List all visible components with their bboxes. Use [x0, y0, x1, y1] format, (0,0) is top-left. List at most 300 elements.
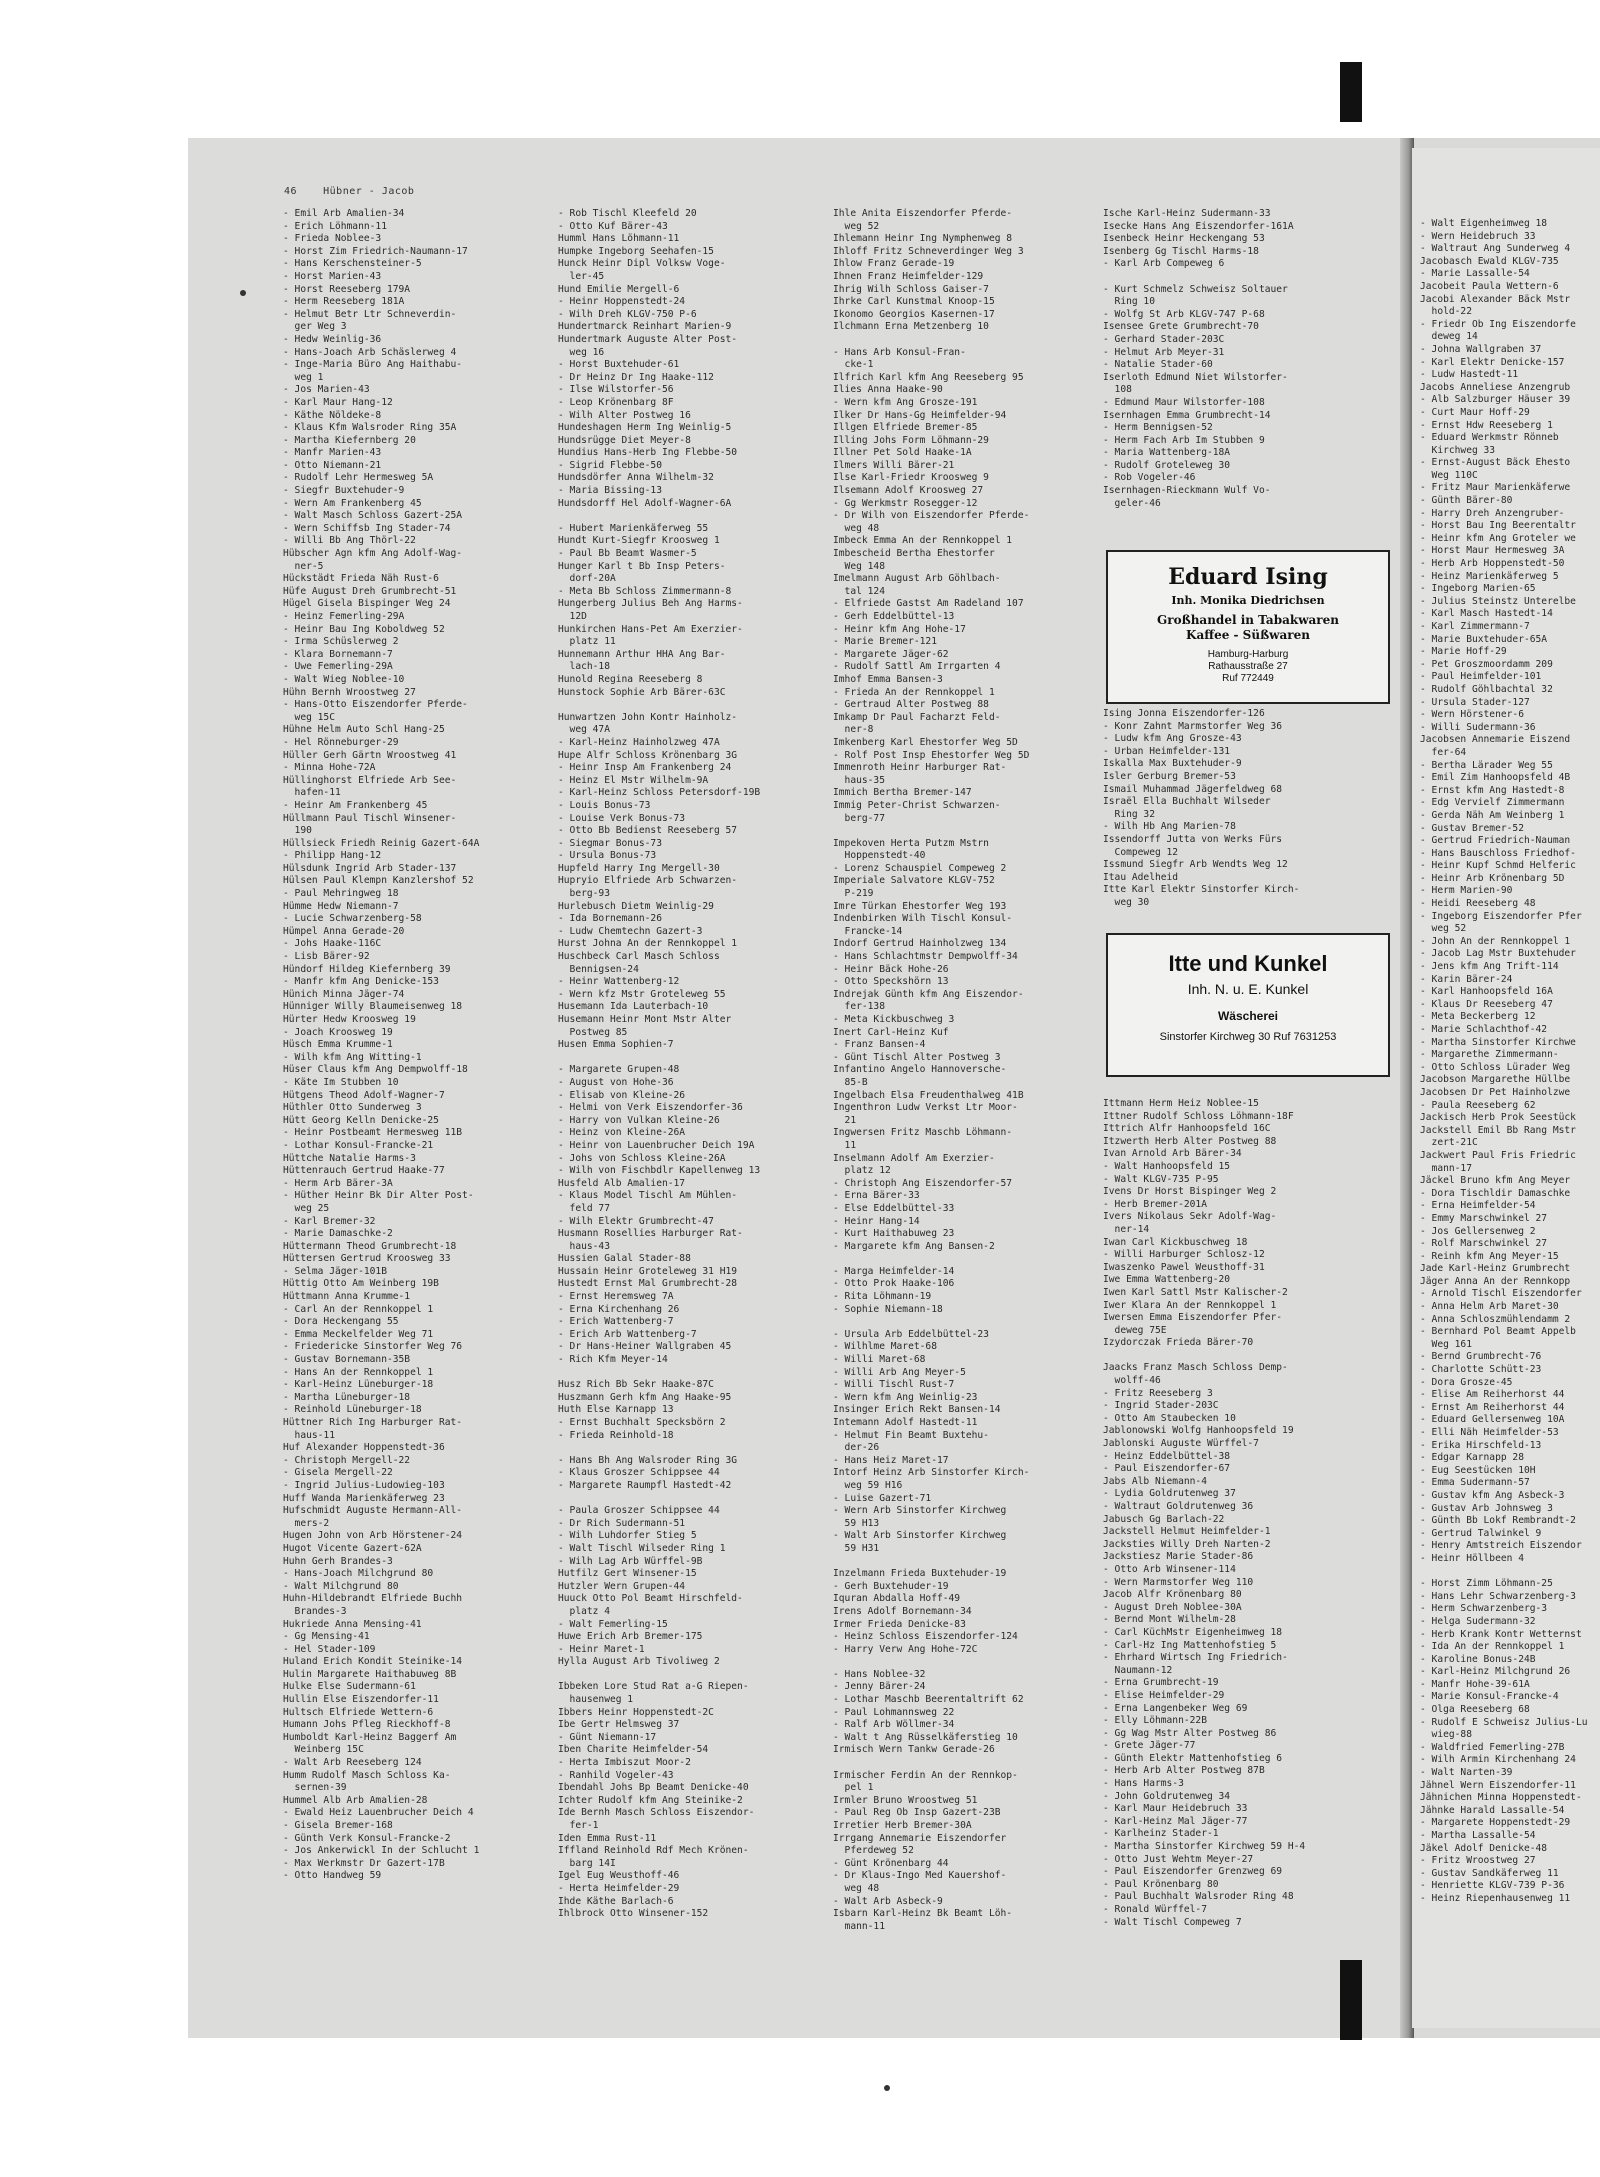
directory-entry: - Jos Gellersenweg 2: [1420, 1225, 1536, 1237]
directory-entry: Izydorczak Frieda Bärer-70: [1103, 1337, 1254, 1349]
directory-entry: - Pet Groszmoordamm 209: [1420, 658, 1553, 670]
directory-entry: - Käthe Nöldeke-8: [283, 409, 382, 421]
directory-entry: Jabs Alb Niemann-4: [1103, 1475, 1207, 1487]
directory-entry: - Heinr Insp Am Frankenberg 24: [558, 762, 732, 774]
directory-entry: Hunck Heinr Dipl Volksw Voge-: [558, 258, 726, 270]
directory-entry: Ilmers Willi Bärer-21: [833, 459, 955, 471]
directory-entry: - Frieda Noblee-3: [283, 233, 382, 245]
directory-entry: - Fritz Maur Marienkäferwe: [1420, 482, 1571, 494]
directory-entry: der-26: [833, 1442, 880, 1454]
directory-entry: Imkenberg Karl Ehestorfer Weg 5D: [833, 736, 1018, 748]
directory-entry: Hünniger Willy Blaumeisenweg 18: [283, 1001, 463, 1013]
directory-entry: Weg 148: [833, 560, 885, 572]
directory-entry: - Willi Maret-68: [833, 1354, 926, 1366]
directory-entry: - Elfriede Gastst Am Radeland 107: [833, 598, 1024, 610]
directory-entry: Brandes-3: [283, 1605, 347, 1617]
directory-entry: Ilchmann Erna Metzenberg 10: [833, 321, 989, 333]
directory-entry: mers-2: [283, 1517, 330, 1529]
directory-entry: Ring 10: [1103, 296, 1155, 308]
directory-entry: Israël Ella Buchhalt Wilseder: [1103, 796, 1271, 808]
directory-entry: - Rudolf Göhlbachtal 32: [1420, 683, 1553, 695]
directory-entry: - Ingrid Stader-203C: [1103, 1400, 1219, 1412]
directory-entry: deweg 14: [1420, 331, 1478, 343]
directory-entry: - Ursula Stader-127: [1420, 696, 1530, 708]
directory-entry: Hullin Else Eiszendorfer-11: [283, 1694, 439, 1706]
directory-entry: - Fritz Reeseberg 3: [1103, 1387, 1213, 1399]
directory-entry: - Gustav kfm Ang Asbeck-3: [1420, 1489, 1565, 1501]
directory-entry: - Ernst Heremsweg 7A: [558, 1291, 674, 1303]
directory-entry: - Wern Arb Sinstorfer Kirchweg: [833, 1505, 1007, 1517]
directory-entry: zert-21C: [1420, 1137, 1478, 1149]
directory-entry: - Martha Kiefernberg 20: [283, 434, 416, 446]
directory-entry: - Margarethe Zimmermann-: [1420, 1049, 1559, 1061]
directory-entry: - Walt Tischl Compeweg 7: [1103, 1916, 1242, 1928]
directory-entry: - Klaus Model Tischl Am Mühlen-: [558, 1190, 738, 1202]
directory-entry: 190: [283, 825, 312, 837]
directory-entry: Intemann Adolf Hastedt-11: [833, 1417, 978, 1428]
directory-entry: Irrgang Annemarie Eiszendorfer: [833, 1832, 1007, 1844]
directory-entry: - Heinz El Mstr Wilhelm-9A: [558, 774, 709, 786]
directory-entry: - Ingeborg Eiszendorfer Pfer: [1420, 910, 1582, 922]
directory-entry: - Horst Bau Ing Beerentaltr: [1420, 520, 1576, 532]
directory-entry: - Wern Am Frankenberg 45: [283, 497, 422, 509]
directory-entry: - Otto Just Wehtm Meyer-27: [1103, 1853, 1254, 1865]
directory-entry: - Konr Zahnt Marmstorfer Weg 36: [1103, 720, 1283, 732]
directory-entry: Indenbirken Wilh Tischl Konsul-: [833, 913, 1013, 925]
directory-entry: Hummel Alb Arb Amalien-28: [283, 1794, 428, 1806]
directory-entry: Hüttche Natalie Harms-3: [283, 1152, 416, 1164]
directory-entry: 85-B: [833, 1076, 868, 1088]
directory-entry: Bennigsen-24: [558, 963, 639, 975]
directory-entry: - Karl Maur Heidebruch 33: [1103, 1803, 1248, 1815]
directory-entry: - Manfr Hohe-39-61A: [1420, 1678, 1530, 1690]
directory-entry: - Eduard Gellersenweg 10A: [1420, 1414, 1565, 1426]
directory-entry: - Harry Dreh Anzengruber-: [1420, 507, 1565, 519]
directory-entry: - Ernst Am Reiherhorst 44: [1420, 1401, 1565, 1413]
directory-entry: - Charlotte Schütt-23: [1420, 1364, 1542, 1376]
directory-entry: - Walt KLGV-735 P-95: [1103, 1173, 1219, 1185]
directory-entry: - Herb Arb Alter Postweg 87B: [1103, 1765, 1265, 1777]
directory-entry: Ihnen Franz Heimfelder-129: [833, 270, 984, 282]
directory-entry: - Martha Sinstorfer Kirchwe: [1420, 1036, 1576, 1048]
directory-entry: Ising Jonna Eiszendorfer-126: [1103, 708, 1265, 719]
directory-entry: Jähnke Harald Lassalle-54: [1420, 1804, 1565, 1816]
directory-entry: weg 52: [833, 220, 880, 232]
directory-entry: - Heinr Arb Krönenbarg 5D: [1420, 872, 1565, 884]
directory-entry: Ilies Anna Haake-90: [833, 384, 943, 396]
directory-entry: - Heinr Bäck Hohe-26: [833, 963, 949, 975]
directory-entry: Jacob Alfr Krönenbarg 80: [1103, 1589, 1242, 1601]
directory-entry: - Lisb Bärer-92: [283, 951, 370, 963]
directory-entry: - Günt Niemann-17: [558, 1731, 657, 1743]
directory-entry: - Marie Damaschke-2: [283, 1228, 393, 1240]
directory-entry: [833, 334, 1081, 347]
directory-entry: - Martha Lüneburger-18: [283, 1391, 411, 1403]
directory-entry: Hüllinghorst Elfriede Arb See-: [283, 774, 457, 786]
directory-entry: - Wilh Hb Ang Marien-78: [1103, 821, 1236, 833]
directory-entry: - Friedr Ob Ing Eiszendorfe: [1420, 318, 1576, 330]
directory-entry: Hügel Gisela Bispinger Weg 24: [283, 598, 451, 610]
directory-entry: Ibbers Heinr Hoppenstedt-2C: [558, 1706, 714, 1718]
directory-entry: - Frieda An der Rennkoppel 1: [833, 686, 995, 698]
directory-entry: - Fritz Wroostweg 27: [1420, 1855, 1536, 1867]
directory-entry: Hülsen Paul Klempn Kanzlershof 52: [283, 875, 474, 887]
directory-entry: - Henry Amtstreich Eiszendor: [1420, 1540, 1582, 1552]
directory-entry: - Waldfried Femerling-27B: [1420, 1741, 1565, 1753]
directory-column-5: [1420, 218, 1600, 1906]
directory-entry: - Rudolf E Schweisz Julius-Lu: [1420, 1716, 1588, 1728]
advert-itte-trade: Wäscherei: [1217, 1009, 1279, 1023]
directory-entry: Isbarn Karl-Heinz Bk Beamt Löh-: [833, 1908, 1013, 1920]
directory-entry: - Joach Kroosweg 19: [283, 1026, 393, 1038]
directory-entry: Hunold Regina Reeseberg 8: [558, 673, 703, 685]
directory-entry: - John Goldrutenweg 34: [1103, 1790, 1231, 1802]
directory-entry: Illing Johs Form Löhmann-29: [833, 434, 989, 446]
directory-column-3: [833, 208, 1081, 1933]
directory-entry: - Herb Bremer-201A: [1103, 1198, 1207, 1210]
directory-entry: - Klaus Dr Reeseberg 47: [1420, 998, 1553, 1010]
directory-entry: - Wilh Elektr Grumbrecht-47: [558, 1215, 714, 1227]
directory-entry: - Jos Marien-43: [283, 384, 370, 396]
directory-entry: - Dora Tischldir Damaschke: [1420, 1187, 1571, 1199]
directory-entry: - Julius Steinstz Unterelbe: [1420, 595, 1576, 607]
directory-entry: Jacobsen Annemarie Eiszend: [1420, 734, 1571, 746]
directory-entry: fer-138: [833, 1001, 885, 1013]
directory-entry: Irmer Frieda Denicke-83: [833, 1618, 966, 1630]
directory-entry: weg 52: [1420, 923, 1467, 935]
directory-entry: Francke-14: [833, 925, 903, 937]
directory-entry: - Gerh Buxtehuder-19: [833, 1580, 949, 1592]
binding-clip-top: [1340, 62, 1362, 122]
directory-entry: - Walt Femerling-15: [558, 1618, 668, 1630]
directory-entry: - Bernd Grumbrecht-76: [1420, 1351, 1542, 1363]
advert-itte-name: Itte und Kunkel: [1168, 951, 1328, 976]
directory-entry: - Irma Schüslerweg 2: [283, 636, 399, 648]
directory-column-4a: [1103, 208, 1351, 510]
directory-entry: - Ernst kfm Ang Hastedt-8: [1420, 784, 1565, 796]
directory-entry: - Henriette KLGV-739 P-36: [1420, 1880, 1565, 1892]
directory-entry: - Emil Zim Hanhoopsfeld 4B: [1420, 772, 1571, 784]
directory-entry: - Herta Heimfelder-29: [558, 1882, 680, 1894]
directory-entry: - Marie Hoff-29: [1420, 646, 1507, 658]
directory-entry: dorf-20A: [558, 573, 616, 585]
directory-entry: Weg 161: [1420, 1338, 1472, 1350]
directory-entry: - Wern Heidebruch 33: [1420, 230, 1536, 242]
directory-entry: Isecke Hans Ang Eiszendorfer-161A: [1103, 220, 1294, 232]
directory-entry: - Reinhold Lüneburger-18: [283, 1404, 422, 1416]
directory-entry: - Walt Eigenheimweg 18: [1420, 218, 1548, 229]
directory-entry: - Emma Sudermann-57: [1420, 1477, 1530, 1489]
directory-entry: Ihlbrock Otto Winsener-152: [558, 1908, 709, 1920]
directory-entry: Igel Eug Weusthoff-46: [558, 1870, 680, 1882]
directory-entry: - Helga Sudermann-32: [1420, 1615, 1536, 1627]
directory-entry: Iskalla Max Buxtehuder-9: [1103, 758, 1242, 770]
directory-entry: 59 H31: [833, 1542, 880, 1554]
directory-entry: - Maria Wattenberg-18A: [1103, 447, 1231, 459]
directory-entry: Jacobson Margarethe Hüllbe: [1420, 1074, 1571, 1086]
directory-entry: - Wern Hörstener-6: [1420, 709, 1524, 721]
directory-entry: Indrejak Günth kfm Ang Eiszendor-: [833, 988, 1024, 1000]
directory-entry: - Martha Sinstorfer Kirchweg 59 H-4: [1103, 1841, 1306, 1853]
directory-entry: - Kurt Haithabuweg 23: [833, 1228, 955, 1240]
directory-entry: Jackwert Paul Fris Friedric: [1420, 1149, 1576, 1161]
directory-entry: - Marie Bremer-121: [833, 636, 937, 648]
directory-entry: - Gisela Bremer-168: [283, 1820, 393, 1831]
directory-entry: - Carl An der Rennkoppel 1: [283, 1303, 434, 1315]
directory-entry: Imperiale Salvatore KLGV-752: [833, 875, 995, 887]
directory-entry: - Gerhard Stader-203C: [1103, 333, 1225, 345]
directory-entry: Ilfrich Karl kfm Ang Reeseberg 95: [833, 371, 1024, 383]
directory-entry: Jacobeit Paula Wettern-6: [1420, 280, 1559, 292]
directory-entry: - Wern Schiffsb Ing Stader-74: [283, 522, 451, 534]
directory-entry: - Gertraud Alter Postweg 88: [833, 699, 989, 711]
directory-entry: - Carl-Hz Ing Mattenhofstieg 5: [1103, 1639, 1277, 1651]
directory-entry: - Hans Bauschloss Friedhof-: [1420, 847, 1576, 859]
directory-entry: - Paula Reeseberg 62: [1420, 1099, 1536, 1111]
directory-entry: barg 14I: [558, 1857, 616, 1869]
directory-entry: - Karl Zimmermann-7: [1420, 621, 1530, 632]
directory-entry: haus-35: [833, 774, 885, 786]
directory-entry: - Jenny Bärer-24: [833, 1681, 926, 1693]
directory-entry: 108: [1103, 384, 1132, 396]
directory-entry: - Erich Arb Wattenberg-7: [558, 1328, 697, 1340]
directory-entry: Ihlow Franz Gerade-19: [833, 258, 955, 270]
directory-entry: - Ludw Chemtechn Gazert-3: [558, 925, 703, 937]
directory-entry: - Gg Wag Mstr Alter Postweg 86: [1103, 1727, 1277, 1739]
directory-entry: - Dr Rich Sudermann-51: [558, 1517, 686, 1529]
directory-entry: Compeweg 12: [1103, 846, 1179, 858]
directory-entry: - Paul Krönenbarg 80: [1103, 1878, 1219, 1890]
directory-entry: - Karl Bremer-32: [283, 1215, 376, 1227]
directory-entry: - Karoline Bonus-24B: [1420, 1653, 1536, 1665]
directory-entry: - Herm Fach Arb Im Stubben 9: [1103, 434, 1265, 446]
directory-entry: pel 1: [833, 1782, 874, 1794]
directory-entry: Ingenthron Ludw Verkst Ltr Moor-: [833, 1102, 1018, 1114]
directory-entry: - Margarete Hoppenstedt-29: [1420, 1817, 1571, 1829]
directory-entry: - Lothar Konsul-Francke-21: [283, 1139, 434, 1151]
directory-entry: - Lorenz Schauspiel Compeweg 2: [833, 862, 1007, 874]
directory-entry: [833, 825, 1081, 838]
directory-entry: - Ernst Hdw Reeseberg 1: [1420, 419, 1553, 431]
directory-entry: - Willi Bb Ang Thörl-22: [283, 535, 416, 547]
directory-entry: - Wilh Armin Kirchenhang 24: [1420, 1754, 1576, 1766]
directory-entry: - Martha Lassalle-54: [1420, 1830, 1536, 1841]
directory-entry: Huff Wanda Marienkäferweg 23: [283, 1492, 445, 1504]
directory-entry: - Ranhild Vogeler-43: [558, 1769, 674, 1781]
directory-entry: Ihrke Carl Kunstmal Knoop-15: [833, 296, 995, 308]
directory-entry: Hühn Bernh Wroostweg 27: [283, 686, 416, 698]
directory-entry: Jacksties Willy Dreh Narten-2: [1103, 1538, 1271, 1550]
directory-entry: [833, 1556, 1081, 1569]
directory-entry: - Otto Prok Haake-106: [833, 1278, 955, 1290]
directory-entry: - Hubert Marienkäferweg 55: [558, 522, 709, 534]
directory-entry: - Leop Krönenbarg 8F: [558, 396, 674, 408]
directory-entry: Jackstiesz Marie Stader-86: [1103, 1551, 1254, 1563]
directory-entry: - Dr Wilh von Eiszendorfer Pferde-: [833, 510, 1030, 522]
directory-entry: - Margarete kfm Ang Bansen-2: [833, 1240, 995, 1252]
directory-entry: cke-1: [833, 359, 874, 371]
directory-entry: - Marie Buxtehuder-65A: [1420, 633, 1548, 645]
directory-entry: - Margarete Raumpfl Hastedt-42: [558, 1479, 732, 1491]
directory-entry: hafen-11: [283, 787, 341, 799]
directory-entry: sernen-39: [283, 1782, 347, 1794]
directory-entry: Hutfilz Gert Winsener-15: [558, 1568, 697, 1580]
directory-entry: - Johna Wallgraben 37: [1420, 343, 1542, 355]
directory-entry: - Heinr Postbeamt Hermesweg 11B: [283, 1127, 463, 1139]
directory-entry: Jade Karl-Heinz Grumbrecht: [1420, 1263, 1571, 1275]
directory-entry: tal 124: [833, 585, 885, 597]
directory-entry: - Anna Schloszmühlendamm 2: [1420, 1313, 1571, 1325]
directory-entry: [833, 1316, 1081, 1329]
directory-entry: Irmler Bruno Wroostweg 51: [833, 1794, 978, 1806]
directory-entry: Jacobs Anneliese Anzengrub: [1420, 381, 1571, 393]
directory-entry: - Eug Seestücken 10H: [1420, 1464, 1536, 1476]
directory-entry: - Heinz Eddelbüttel-38: [1103, 1450, 1231, 1462]
directory-entry: - Paul Eiszendorfer Grenzweg 69: [1103, 1866, 1283, 1878]
directory-entry: Hulin Margarete Haithabuweg 8B: [283, 1668, 457, 1680]
directory-entry: Hugen John von Arb Hörstener-24: [283, 1530, 463, 1542]
directory-entry: Hukriede Anna Mensing-41: [283, 1618, 422, 1630]
directory-entry: - Ida Bornemann-26: [558, 913, 662, 925]
directory-entry: Hussien Galal Stader-88: [558, 1253, 691, 1265]
directory-entry: - Heinr von Lauenbrucher Deich 19A: [558, 1139, 755, 1151]
directory-entry: - Manfr Marien-43: [283, 447, 382, 459]
directory-entry: - Frieda Reinhold-18: [558, 1429, 674, 1441]
directory-entry: [558, 510, 806, 523]
directory-entry: - Bernhard Pol Beamt Appelb: [1420, 1326, 1576, 1338]
directory-entry: - Heinz Femerling-29A: [283, 611, 405, 622]
directory-entry: - Else Eddelbüttel-33: [833, 1202, 955, 1214]
directory-entry: Ische Karl-Heinz Sudermann-33: [1103, 208, 1271, 219]
directory-entry: Hundsdörfer Anna Wilhelm-32: [558, 472, 714, 484]
directory-entry: - Günth Bb Lokf Rembrandt-2: [1420, 1515, 1576, 1527]
directory-entry: Iwaszenko Pawel Weusthoff-31: [1103, 1261, 1265, 1273]
directory-entry: [1103, 1350, 1351, 1363]
directory-entry: - Paul Lohmannsweg 22: [833, 1706, 955, 1718]
directory-entry: - Wilh Lag Arb Würffel-9B: [558, 1555, 703, 1567]
advert-ising-city: Hamburg-Harburg: [1207, 649, 1289, 660]
directory-entry: - Lucie Schwarzenberg-58: [283, 913, 422, 925]
directory-entry: - Meta Beckerberg 12: [1420, 1011, 1536, 1023]
directory-entry: Isensee Grete Grumbrecht-70: [1103, 321, 1259, 333]
directory-entry: Hüttermann Theod Grumbrecht-18: [283, 1240, 457, 1252]
directory-entry: fer-64: [1420, 746, 1467, 758]
directory-entry: - Emil Arb Amalien-34: [283, 208, 405, 219]
directory-entry: - Heidi Reeseberg 48: [1420, 898, 1536, 910]
directory-entry: Ring 32: [1103, 808, 1155, 820]
directory-entry: - Selma Jäger-101B: [283, 1265, 387, 1277]
directory-entry: Inzelmann Frieda Buxtehuder-19: [833, 1568, 1007, 1580]
directory-entry: Hüller Gerh Gärtn Wroostweg 41: [283, 749, 457, 761]
directory-entry: Iserloth Edmund Niet Wilstorfer-: [1103, 371, 1288, 383]
directory-entry: Issmund Siegfr Arb Wendts Weg 12: [1103, 859, 1288, 871]
directory-entry: Intorf Heinz Arb Sinstorfer Kirch-: [833, 1467, 1030, 1479]
directory-entry: Jabusch Gg Barlach-22: [1103, 1513, 1225, 1525]
directory-entry: Hundsdorff Hel Adolf-Wagner-6A: [558, 497, 732, 509]
directory-entry: Hünich Minna Jäger-74: [283, 988, 405, 1000]
directory-entry: Ismail Muhammad Jägerfeldweg 68: [1103, 783, 1283, 795]
directory-entry: Hüttenrauch Gertrud Haake-77: [283, 1165, 445, 1177]
directory-entry: - Wilh Luhdorfer Stieg 5: [558, 1530, 697, 1542]
directory-entry: berg-93: [558, 888, 610, 900]
directory-entry: lach-18: [558, 661, 610, 673]
directory-entry: - Günth Elektr Mattenhofstieg 6: [1103, 1752, 1283, 1764]
directory-entry: Hutzler Wern Grupen-44: [558, 1580, 686, 1592]
directory-entry: weg 30: [1103, 896, 1150, 908]
directory-entry: - Hüther Heinr Bk Dir Alter Post-: [283, 1190, 474, 1202]
directory-entry: - Luise Gazert-71: [833, 1492, 932, 1504]
directory-entry: Husmann Rosellies Harburger Rat-: [558, 1228, 743, 1240]
directory-entry: - Erich Löhmann-11: [283, 220, 387, 232]
directory-entry: Ide Bernh Masch Schloss Eiszendor-: [558, 1807, 755, 1819]
directory-entry: geler-46: [1103, 497, 1161, 509]
directory-entry: Iwe Emma Wattenberg-20: [1103, 1274, 1231, 1286]
directory-entry: berg-77: [833, 812, 885, 824]
directory-entry: - Erna Grumbrecht-19: [1103, 1677, 1219, 1689]
directory-entry: - August Dreh Noblee-30A: [1103, 1601, 1242, 1613]
directory-entry: hold-22: [1420, 306, 1472, 318]
directory-entry: - Gustav Bremer-52: [1420, 822, 1524, 834]
directory-entry: Husfeld Alb Amalien-17: [558, 1177, 686, 1189]
directory-entry: - Margarete Jäger-62: [833, 648, 949, 660]
directory-entry: wolff-46: [1103, 1375, 1161, 1387]
advert-eduard-ising: [1106, 550, 1390, 704]
directory-entry: - Elisab von Kleine-26: [558, 1089, 686, 1101]
directory-entry: Hunkirchen Hans-Pet Am Exerzier-: [558, 623, 743, 635]
directory-entry: weg 1: [283, 371, 324, 383]
ink-mark: [884, 2085, 890, 2091]
directory-entry: Jäkel Adolf Denicke-48: [1420, 1842, 1548, 1854]
directory-entry: Iwersen Emma Eiszendorfer Pfer-: [1103, 1312, 1283, 1324]
directory-entry: - Louis Bonus-73: [558, 799, 651, 811]
directory-entry: - Otto Schloss Lürader Weg: [1420, 1061, 1571, 1073]
directory-entry: Isenbeck Heinr Heckengang 53: [1103, 233, 1265, 245]
directory-entry: Ilsemann Adolf Kroosweg 27: [833, 485, 984, 497]
directory-entry: - Emma Meckelfelder Weg 71: [283, 1328, 434, 1340]
advert-itte-owner: Inh. N. u. E. Kunkel: [1187, 981, 1309, 997]
directory-entry: - Ingeborg Marien-65: [1420, 583, 1536, 595]
directory-entry: - Heinz Riepenhausenweg 11: [1420, 1892, 1571, 1904]
directory-entry: - Ludw Hastedt-11: [1420, 369, 1519, 381]
directory-entry: - Hans An der Rennkoppel 1: [283, 1366, 434, 1378]
directory-entry: - Ralf Arb Wöllmer-34: [833, 1719, 955, 1731]
directory-entry: - Edgar Karnapp 28: [1420, 1452, 1524, 1464]
directory-entry: [833, 1656, 1081, 1669]
directory-entry: Inselmann Adolf Am Exerzier-: [833, 1152, 995, 1164]
directory-entry: - Gustav Arb Johnsweg 3: [1420, 1502, 1553, 1514]
directory-entry: - Ewald Heiz Lauenbrucher Deich 4: [283, 1807, 474, 1819]
directory-entry: - Hans Harms-3: [1103, 1778, 1184, 1790]
directory-entry: - Hans Lehr Schwarzenberg-3: [1420, 1590, 1576, 1602]
directory-entry: Iquran Abdalla Hoff-49: [833, 1593, 961, 1605]
directory-entry: - Herm Bennigsen-52: [1103, 422, 1213, 434]
directory-entry: Kirchweg 33: [1420, 444, 1496, 456]
directory-entry: - Wern kfm Ang Grosze-191: [833, 396, 978, 408]
directory-entry: Huschbeck Carl Masch Schloss: [558, 951, 720, 963]
directory-entry: - Maria Bissing-13: [558, 485, 662, 497]
directory-entry: Hunwartzen John Kontr Hainholz-: [558, 711, 738, 723]
directory-entry: - Max Werkmstr Dr Gazert-17B: [283, 1857, 445, 1869]
directory-entry: weg 16: [558, 346, 605, 358]
directory-entry: haus-11: [283, 1429, 335, 1441]
directory-entry: Ingelbach Elsa Freudenthalweg 41B: [833, 1089, 1024, 1101]
directory-entry: - Rudolf Sattl Am Irrgarten 4: [833, 661, 1001, 673]
directory-entry: [558, 1442, 806, 1455]
directory-entry: - Jens kfm Ang Trift-114: [1420, 961, 1559, 973]
directory-entry: - Wern kfm Ang Weinlig-23: [833, 1391, 978, 1403]
directory-entry: Ivan Arnold Arb Bärer-34: [1103, 1148, 1242, 1160]
directory-entry: Jackisch Herb Prok Seestück: [1420, 1112, 1576, 1124]
